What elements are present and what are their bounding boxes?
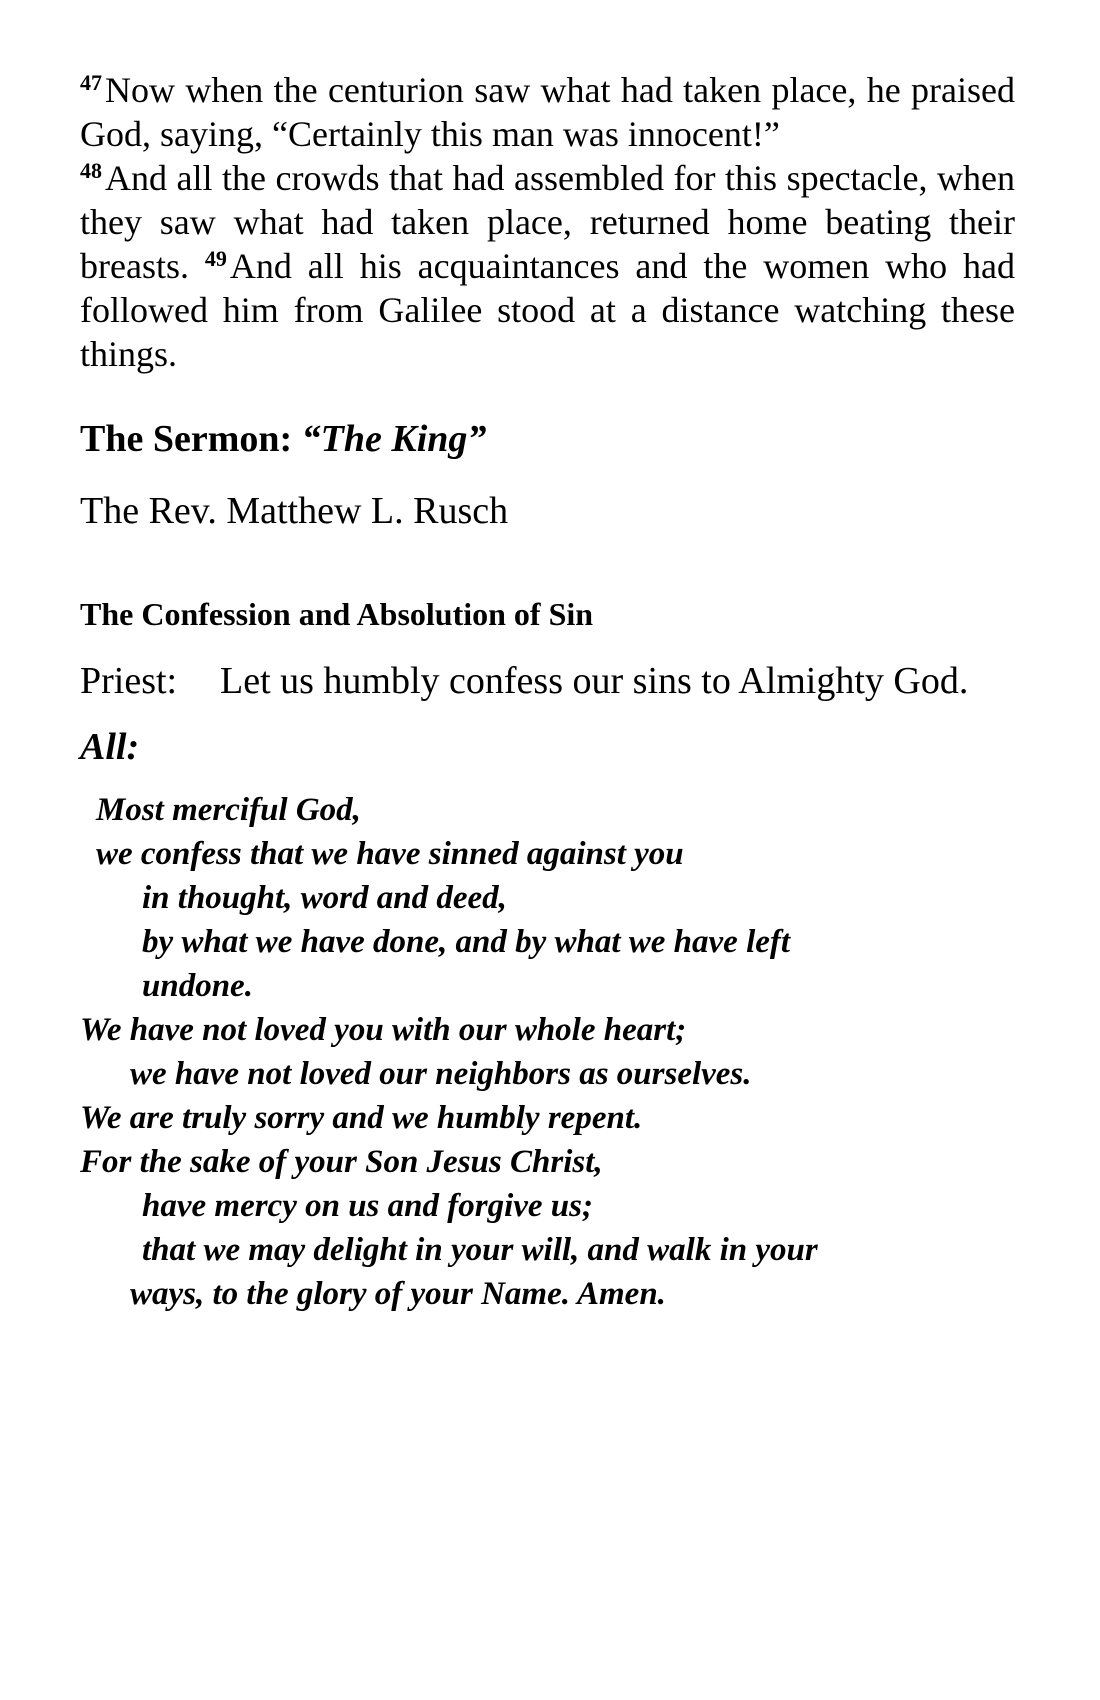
prayer-line: We are truly sorry and we humbly repent. bbox=[80, 1100, 643, 1136]
prayer-line: have mercy on us and forgive us; bbox=[142, 1188, 593, 1224]
sermon-heading bbox=[80, 416, 1015, 462]
prayer-line: by what we have done, and by what we have left bbox=[142, 924, 791, 960]
all-label: All: bbox=[80, 726, 140, 768]
priest-text: Let us humbly confess our sins to Almighty God. bbox=[220, 660, 969, 702]
verse-text: And all the crowds that had assembled for this spectacle, when they saw what had taken place, returned home beating their breasts. bbox=[80, 158, 1015, 286]
sermon-label: The Sermon: bbox=[80, 418, 293, 460]
prayer-line: undone. bbox=[142, 968, 253, 1004]
verse-text: And all his acquaintances and the women who had followed him from Galilee stood at a distance watching these things. bbox=[80, 246, 1016, 374]
bulletin-page bbox=[80, 68, 1015, 1316]
verse-number: 48 bbox=[80, 158, 102, 183]
priest-label: Priest: bbox=[80, 660, 178, 702]
prayer-line: we have not loved our neighbors as ourselves. bbox=[130, 1056, 752, 1092]
sermon-title: “The King” bbox=[301, 418, 487, 460]
verse-number: 47 bbox=[80, 70, 102, 95]
confession-prayer bbox=[80, 788, 1015, 1316]
scripture-passage bbox=[80, 68, 1015, 376]
prayer-line: that we may delight in your will, and walk in your bbox=[142, 1232, 818, 1268]
prayer-line: we confess that we have sinned against you bbox=[96, 836, 684, 872]
verse-text: Now when the centurion saw what had taken place, he praised God, saying, “Certainly this man was innocent!” bbox=[80, 70, 1015, 154]
prayer-line: in thought, word and deed, bbox=[142, 880, 507, 916]
priest-line bbox=[80, 658, 1015, 704]
prayer-line: For the sake of your Son Jesus Christ, bbox=[80, 1144, 603, 1180]
prayer-line: Most merciful God, bbox=[96, 792, 361, 828]
prayer-line: We have not loved you with our whole heart; bbox=[80, 1012, 687, 1048]
prayer-line: ways, to the glory of your Name. Amen. bbox=[130, 1276, 666, 1312]
verse-number: 49 bbox=[204, 246, 227, 271]
confession-heading: The Confession and Absolution of Sin bbox=[80, 596, 594, 632]
preacher-name: The Rev. Matthew L. Rusch bbox=[80, 490, 509, 532]
